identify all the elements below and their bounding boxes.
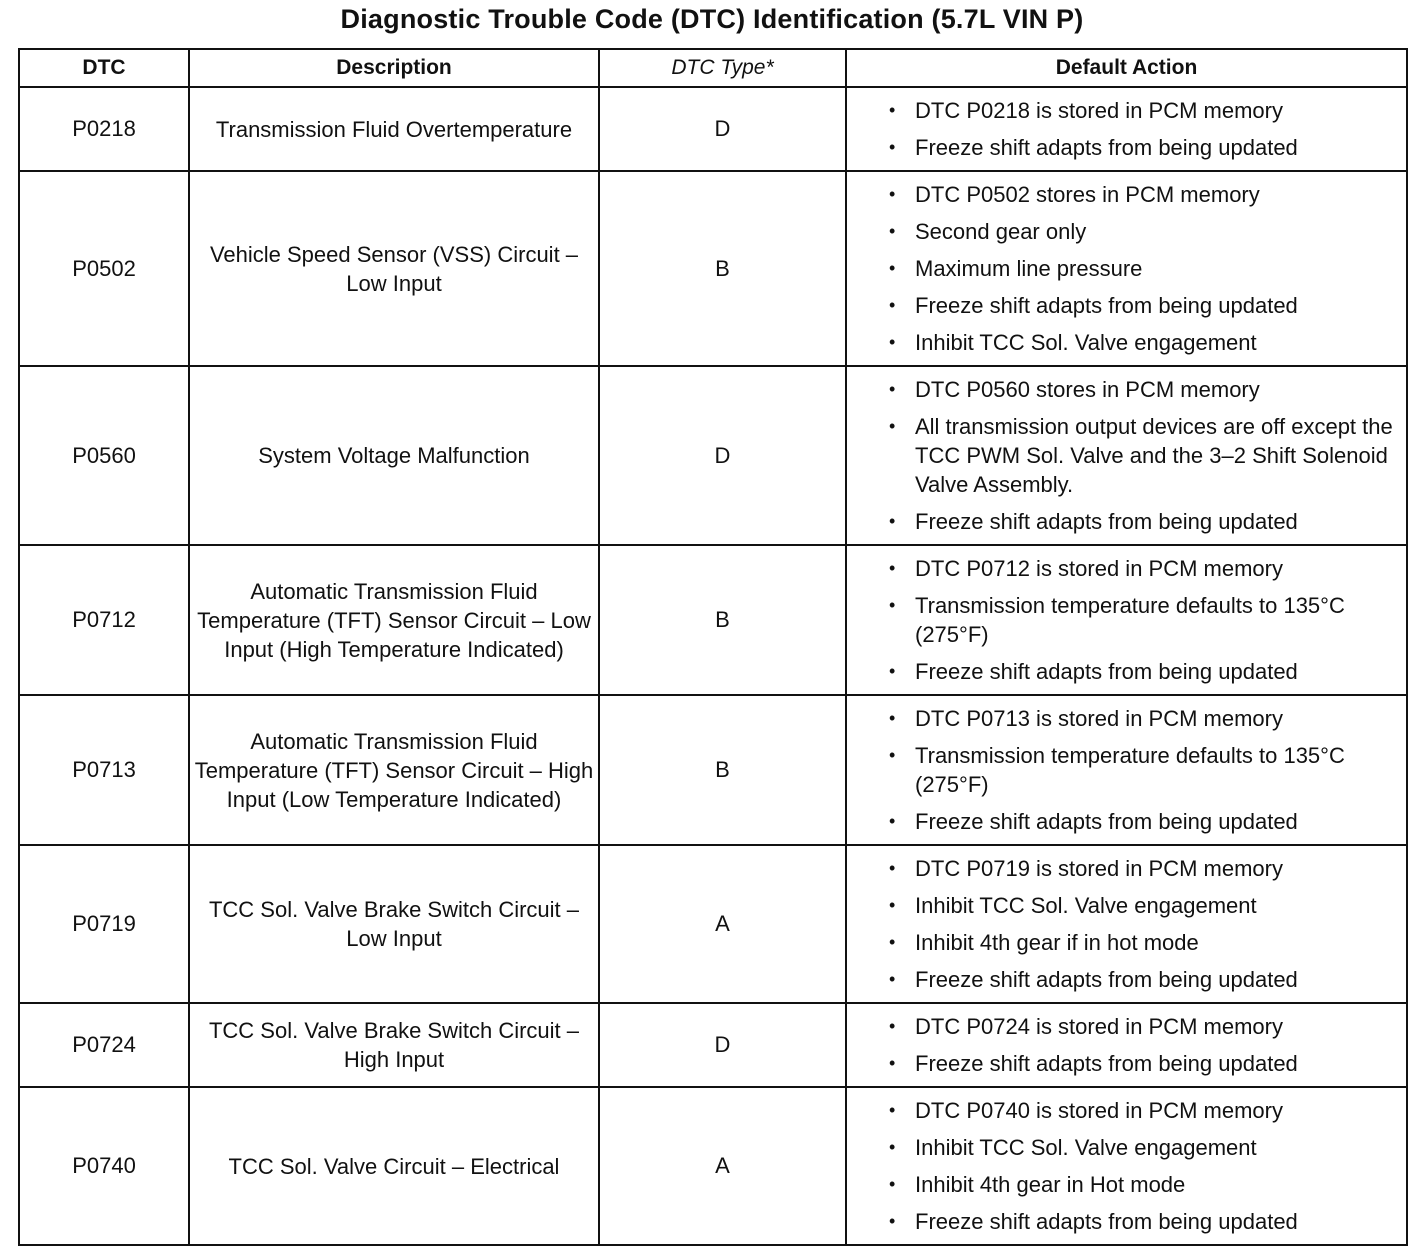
dtc-type: D (599, 87, 846, 171)
action-text: Inhibit TCC Sol. Valve engagement (915, 330, 1257, 355)
default-action-list (847, 375, 1406, 536)
bullet-icon: • (889, 184, 896, 204)
default-action-cell (846, 1087, 1407, 1245)
list-item (865, 657, 1400, 686)
dtc-type: D (599, 366, 846, 545)
list-item (865, 375, 1400, 404)
dtc-description: Automatic Transmission Fluid Temperature (TFT) Sensor Circuit – High Input (Low Temperature Indicated) (189, 695, 599, 845)
action-text: Inhibit 4th gear in Hot mode (915, 1172, 1186, 1197)
dtc-code: P0724 (19, 1003, 189, 1087)
action-text: DTC P0724 is stored in PCM memory (915, 1014, 1283, 1039)
bullet-icon: • (889, 100, 896, 120)
dtc-type: A (599, 845, 846, 1003)
table-row (19, 545, 1407, 695)
default-action-list (847, 854, 1406, 994)
dtc-type: A (599, 1087, 846, 1245)
dtc-code: P0560 (19, 366, 189, 545)
list-item (865, 741, 1400, 799)
action-text: Freeze shift adapts from being updated (915, 135, 1298, 160)
header-dtc-type: DTC Type* (599, 49, 846, 87)
action-text: DTC P0713 is stored in PCM memory (915, 706, 1283, 731)
header-default-action: Default Action (846, 49, 1407, 87)
bullet-icon: • (889, 858, 896, 878)
list-item (865, 1133, 1400, 1162)
dtc-type: B (599, 695, 846, 845)
bullet-icon: • (889, 811, 896, 831)
list-item (865, 328, 1400, 357)
default-action-cell (846, 87, 1407, 171)
table-row (19, 1087, 1407, 1245)
dtc-code: P0713 (19, 695, 189, 845)
bullet-icon: • (889, 379, 896, 399)
bullet-icon: • (889, 258, 896, 278)
default-action-list (847, 96, 1406, 162)
action-text: All transmission output devices are off except the TCC PWM Sol. Valve and the 3–2 Shift Solenoid Valve Assembly. (915, 414, 1393, 497)
bullet-icon: • (889, 511, 896, 531)
dtc-description: Vehicle Speed Sensor (VSS) Circuit – Low Input (189, 171, 599, 366)
dtc-description: TCC Sol. Valve Brake Switch Circuit – High Input (189, 1003, 599, 1087)
action-text: Freeze shift adapts from being updated (915, 809, 1298, 834)
dtc-description: TCC Sol. Valve Circuit – Electrical (189, 1087, 599, 1245)
list-item (865, 965, 1400, 994)
bullet-icon: • (889, 1016, 896, 1036)
action-text: Inhibit TCC Sol. Valve engagement (915, 893, 1257, 918)
list-item (865, 133, 1400, 162)
list-item (865, 591, 1400, 649)
action-text: Freeze shift adapts from being updated (915, 1051, 1298, 1076)
table-header (19, 49, 1407, 87)
action-text: Transmission temperature defaults to 135°C (275°F) (915, 743, 1345, 797)
table-body (19, 87, 1407, 1245)
action-text: Freeze shift adapts from being updated (915, 659, 1298, 684)
list-item (865, 217, 1400, 246)
dtc-type: B (599, 545, 846, 695)
bullet-icon: • (889, 221, 896, 241)
table-row (19, 171, 1407, 366)
table-row (19, 845, 1407, 1003)
table-row (19, 1003, 1407, 1087)
bullet-icon: • (889, 895, 896, 915)
list-item (865, 854, 1400, 883)
list-item (865, 1012, 1400, 1041)
list-item (865, 704, 1400, 733)
bullet-icon: • (889, 661, 896, 681)
bullet-icon: • (889, 708, 896, 728)
bullet-icon: • (889, 416, 896, 436)
table-row (19, 695, 1407, 845)
default-action-list (847, 180, 1406, 357)
default-action-cell (846, 171, 1407, 366)
action-text: DTC P0502 stores in PCM memory (915, 182, 1260, 207)
bullet-icon: • (889, 1137, 896, 1157)
action-text: DTC P0712 is stored in PCM memory (915, 556, 1283, 581)
list-item (865, 254, 1400, 283)
default-action-list (847, 1096, 1406, 1236)
dtc-table (18, 48, 1408, 1246)
bullet-icon: • (889, 595, 896, 615)
action-text: Freeze shift adapts from being updated (915, 293, 1298, 318)
default-action-cell (846, 545, 1407, 695)
list-item (865, 507, 1400, 536)
list-item (865, 554, 1400, 583)
header-dtc: DTC (19, 49, 189, 87)
bullet-icon: • (889, 332, 896, 352)
bullet-icon: • (889, 1100, 896, 1120)
action-text: DTC P0719 is stored in PCM memory (915, 856, 1283, 881)
action-text: Inhibit TCC Sol. Valve engagement (915, 1135, 1257, 1160)
header-row (19, 49, 1407, 87)
bullet-icon: • (889, 295, 896, 315)
dtc-description: TCC Sol. Valve Brake Switch Circuit – Low Input (189, 845, 599, 1003)
list-item (865, 807, 1400, 836)
bullet-icon: • (889, 1211, 896, 1231)
dtc-code: P0719 (19, 845, 189, 1003)
bullet-icon: • (889, 745, 896, 765)
action-text: Freeze shift adapts from being updated (915, 1209, 1298, 1234)
list-item (865, 1049, 1400, 1078)
dtc-description: System Voltage Malfunction (189, 366, 599, 545)
list-item (865, 291, 1400, 320)
list-item (865, 891, 1400, 920)
dtc-type: D (599, 1003, 846, 1087)
default-action-cell (846, 695, 1407, 845)
bullet-icon: • (889, 558, 896, 578)
list-item (865, 96, 1400, 125)
table-row (19, 366, 1407, 545)
dtc-code: P0218 (19, 87, 189, 171)
default-action-cell (846, 366, 1407, 545)
action-text: DTC P0560 stores in PCM memory (915, 377, 1260, 402)
dtc-description: Transmission Fluid Overtemperature (189, 87, 599, 171)
dtc-type: B (599, 171, 846, 366)
bullet-icon: • (889, 932, 896, 952)
dtc-code: P0502 (19, 171, 189, 366)
default-action-list (847, 704, 1406, 836)
action-text: DTC P0218 is stored in PCM memory (915, 98, 1283, 123)
bullet-icon: • (889, 137, 896, 157)
list-item (865, 1170, 1400, 1199)
list-item (865, 1096, 1400, 1125)
action-text: Second gear only (915, 219, 1087, 244)
default-action-cell (846, 1003, 1407, 1087)
header-description: Description (189, 49, 599, 87)
action-text: Inhibit 4th gear if in hot mode (915, 930, 1199, 955)
action-text: Freeze shift adapts from being updated (915, 509, 1298, 534)
list-item (865, 412, 1400, 499)
default-action-list (847, 554, 1406, 686)
action-text: DTC P0740 is stored in PCM memory (915, 1098, 1283, 1123)
dtc-code: P0712 (19, 545, 189, 695)
list-item (865, 1207, 1400, 1236)
list-item (865, 928, 1400, 957)
default-action-list (847, 1012, 1406, 1078)
table-row (19, 87, 1407, 171)
action-text: Transmission temperature defaults to 135°C (275°F) (915, 593, 1345, 647)
bullet-icon: • (889, 1174, 896, 1194)
default-action-cell (846, 845, 1407, 1003)
list-item (865, 180, 1400, 209)
page-title: Diagnostic Trouble Code (DTC) Identification (5.7L VIN P) (340, 4, 1084, 34)
dtc-description: Automatic Transmission Fluid Temperature (TFT) Sensor Circuit – Low Input (High Temperature Indicated) (189, 545, 599, 695)
bullet-icon: • (889, 969, 896, 989)
action-text: Maximum line pressure (915, 256, 1143, 281)
dtc-code: P0740 (19, 1087, 189, 1245)
action-text: Freeze shift adapts from being updated (915, 967, 1298, 992)
bullet-icon: • (889, 1053, 896, 1073)
